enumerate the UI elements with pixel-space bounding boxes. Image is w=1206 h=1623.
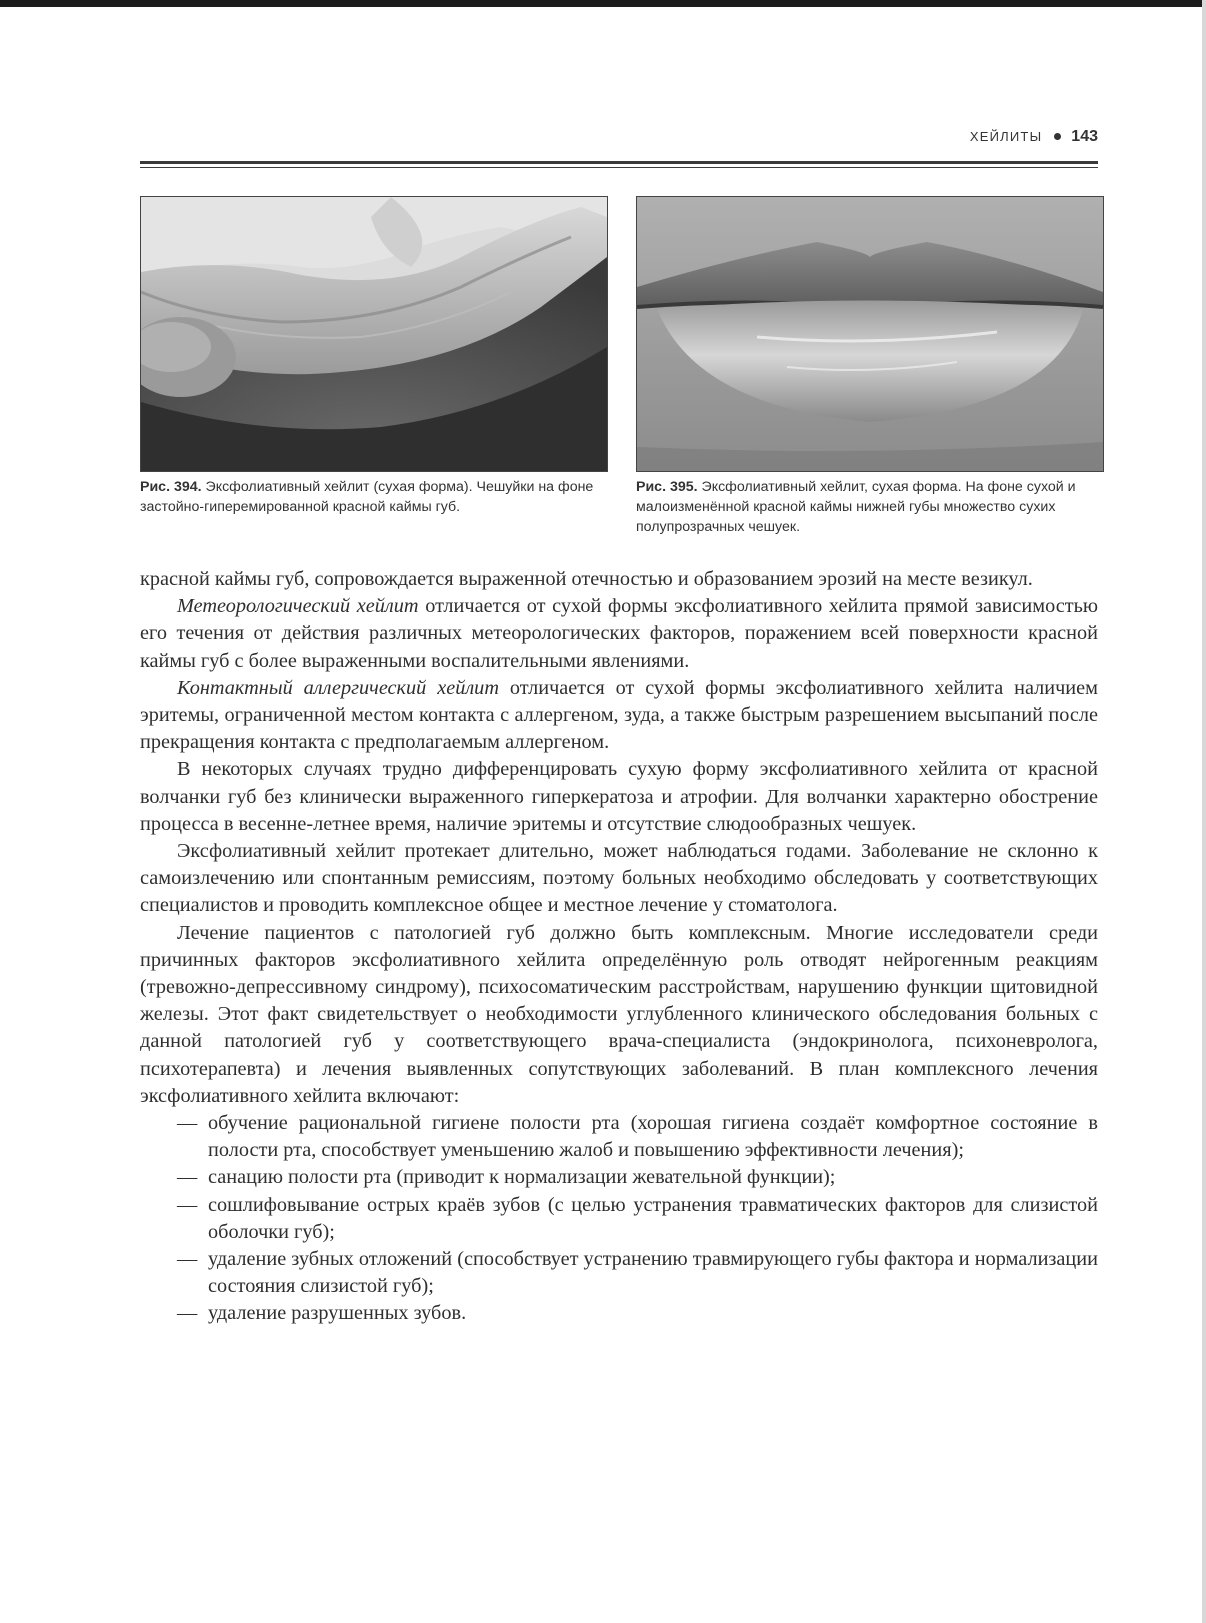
figure-394-label: Рис. 394. [140, 479, 202, 495]
figure-395-label: Рис. 395. [636, 479, 698, 495]
treatment-list [140, 1110, 1098, 1328]
figure-395-caption-text: Эксфолиативный хейлит, сухая форма. На фоне сухой и малоизменённой красной каймы нижней губы множество сухих полупрозрачных чешуек. [636, 479, 1076, 535]
running-header-section: ХЕЙЛИТЫ [969, 129, 1043, 144]
list-item-text: удаление разрушенных зубов. [208, 1302, 467, 1325]
header-rule-thin [140, 167, 1098, 168]
paragraph-course: Эксфолиативный хейлит протекает длительно, может наблюдаться годами. Заболевание не склонно к самоизлечению или спонтанным ремиссиям, поэтому больных необходимо обследовать у соответствующих специалистов и проводить комплексное общее и местное лечение у стоматолога. [140, 840, 1098, 917]
figure-395-photo [636, 196, 1104, 472]
scan-top-edge [0, 0, 1206, 7]
list-item [140, 1110, 1098, 1164]
list-item [140, 1246, 1098, 1300]
term-contact-allergic-cheilitis: Контактный аллергический хейлит [177, 676, 499, 699]
list-item [140, 1300, 1098, 1327]
list-dash: — [177, 1248, 198, 1271]
body-text [140, 566, 1098, 1328]
figure-394-caption-text: Эксфолиативный хейлит (сухая форма). Чешуйки на фоне застойно-гиперемированной красной каймы губ. [140, 479, 594, 515]
header-bullet-icon [1054, 133, 1061, 140]
paragraph-meteorological-cheilitis [140, 593, 1098, 675]
paragraph-meteorological-cheilitis-text: отличается от сухой формы эксфолиативного хейлита прямой зависимостью его течения от действия различных метеорологических факторов, поражением всей поверхности красной каймы губ с более выраженными воспалительными явлениями. [140, 595, 1098, 672]
paragraph-lupus-differentiation: В некоторых случаях трудно дифференцировать сухую форму эксфолиативного хейлита от красной волчанки губ без клинически выраженного гиперкератоза и атрофии. Для волчанки характерно обострение процесса в весенне-летнее время, наличие эритемы и отсутствие слюдообразных чешуек. [140, 758, 1098, 835]
figure-394-photo [140, 196, 608, 472]
list-dash: — [177, 1112, 198, 1135]
term-meteorological-cheilitis: Метеорологический хейлит [177, 595, 419, 618]
list-item-text: сошлифовывание острых краёв зубов (с целью устранения травматических факторов для слизистой оболочки губ); [208, 1193, 1098, 1243]
header-rule-thick [140, 161, 1098, 164]
figure-394-caption [140, 477, 610, 517]
scan-right-edge [1202, 0, 1206, 1623]
paragraph-contact-allergic-cheilitis [140, 675, 1098, 757]
list-item-text: обучение рациональной гигиене полости рта (хорошая гигиена создаёт комфортное состояние в полости рта, способствует уменьшению жалоб и повышению эффективности лечения); [208, 1112, 1098, 1162]
list-item-text: удаление зубных отложений (способствует устранению травмирующего губы фактора и нормализации состояния слизистой губ); [208, 1248, 1098, 1298]
list-dash: — [177, 1193, 198, 1216]
figure-395-caption [636, 477, 1106, 537]
list-item [140, 1192, 1098, 1246]
list-dash: — [177, 1302, 198, 1325]
list-dash: — [177, 1166, 198, 1189]
paragraph-treatment: Лечение пациентов с патологией губ должно быть комплексным. Многие исследователи среди причинных факторов эксфолиативного хейлита определённую роль отводят нейрогенным реакциям (тревожно-депрессивному синдрому), психосоматическим расстройствам, нарушению функции щитовидной железы. Этот факт свидетельствует о необходимости углубленного клинического обследования больных с данной патологией губ у соответствующего врача-специалиста (эндокринолога, психоневролога, психотерапевта) и лечения выявленных сопутствующих заболеваний. В план комплексного лечения эксфолиативного хейлита включают: [140, 921, 1098, 1107]
page-number: 143 [1071, 128, 1098, 145]
paragraph-continuation: красной каймы губ, сопровождается выраженной отечностью и образованием эрозий на месте везикул. [140, 568, 1033, 590]
list-item-text: санацию полости рта (приводит к нормализации жевательной функции); [208, 1166, 836, 1189]
list-item [140, 1164, 1098, 1191]
paragraph-contact-allergic-cheilitis-text: отличается от сухой формы эксфолиативного хейлита наличием эритемы, ограниченной местом контакта с аллергеном, зуда, а также быстрым разрешением высыпаний после прекращения контакта с предполагаемым аллергеном. [140, 676, 1098, 754]
running-header [140, 128, 1098, 146]
